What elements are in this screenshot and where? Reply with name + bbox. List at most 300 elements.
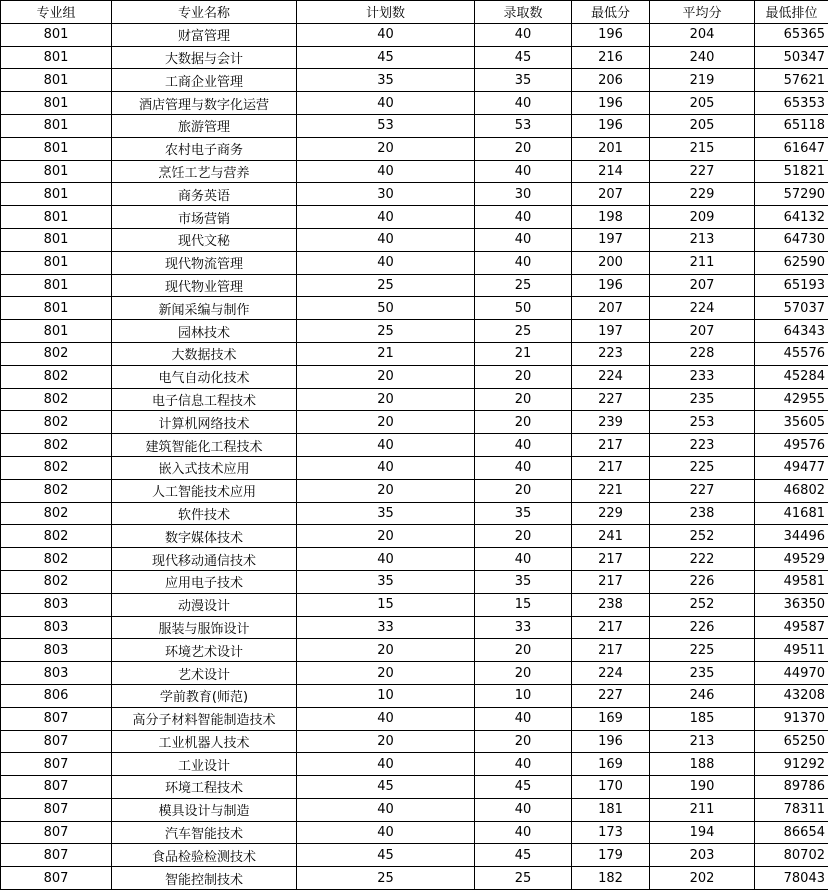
admit-count-cell: 15 xyxy=(475,593,572,616)
min-rank-cell: 57290 xyxy=(755,183,828,206)
admit-count-cell: 35 xyxy=(475,502,572,525)
plan-count-cell: 20 xyxy=(297,639,475,662)
admit-count-cell: 40 xyxy=(475,707,572,730)
group-cell: 801 xyxy=(1,251,112,274)
major-name-cell: 现代物业管理 xyxy=(112,274,297,297)
group-cell: 802 xyxy=(1,365,112,388)
min-score-cell: 217 xyxy=(572,639,650,662)
min-score-cell: 179 xyxy=(572,844,650,867)
min-score-cell: 173 xyxy=(572,821,650,844)
group-cell: 801 xyxy=(1,46,112,69)
group-cell: 807 xyxy=(1,867,112,890)
table-row xyxy=(1,844,828,867)
min-score-cell: 221 xyxy=(572,479,650,502)
admit-count-cell: 40 xyxy=(475,92,572,115)
min-rank-cell: 34496 xyxy=(755,525,828,548)
group-cell: 802 xyxy=(1,411,112,434)
avg-score-cell: 229 xyxy=(650,183,755,206)
table-row xyxy=(1,616,828,639)
table-row xyxy=(1,274,828,297)
table-row xyxy=(1,776,828,799)
table-row xyxy=(1,570,828,593)
admit-count-cell: 40 xyxy=(475,434,572,457)
group-cell: 806 xyxy=(1,684,112,707)
plan-count-cell: 40 xyxy=(297,23,475,46)
admit-count-cell: 20 xyxy=(475,662,572,685)
header-min-rank: 最低排位 xyxy=(755,1,828,24)
plan-count-cell: 40 xyxy=(297,821,475,844)
min-rank-cell: 49529 xyxy=(755,548,828,571)
table-row xyxy=(1,228,828,251)
major-name-cell: 烹饪工艺与营养 xyxy=(112,160,297,183)
group-cell: 801 xyxy=(1,206,112,229)
min-rank-cell: 78043 xyxy=(755,867,828,890)
major-name-cell: 旅游管理 xyxy=(112,114,297,137)
min-score-cell: 229 xyxy=(572,502,650,525)
table-row xyxy=(1,342,828,365)
plan-count-cell: 40 xyxy=(297,798,475,821)
min-score-cell: 239 xyxy=(572,411,650,434)
major-name-cell: 园林技术 xyxy=(112,320,297,343)
group-cell: 801 xyxy=(1,320,112,343)
plan-count-cell: 40 xyxy=(297,160,475,183)
min-score-cell: 181 xyxy=(572,798,650,821)
avg-score-cell: 213 xyxy=(650,730,755,753)
plan-count-cell: 20 xyxy=(297,411,475,434)
table-row xyxy=(1,502,828,525)
admit-count-cell: 45 xyxy=(475,776,572,799)
group-cell: 807 xyxy=(1,753,112,776)
table-row xyxy=(1,639,828,662)
major-name-cell: 市场营销 xyxy=(112,206,297,229)
admit-count-cell: 35 xyxy=(475,69,572,92)
admit-count-cell: 40 xyxy=(475,228,572,251)
avg-score-cell: 227 xyxy=(650,479,755,502)
min-score-cell: 198 xyxy=(572,206,650,229)
avg-score-cell: 207 xyxy=(650,274,755,297)
major-name-cell: 电气自动化技术 xyxy=(112,365,297,388)
min-rank-cell: 65353 xyxy=(755,92,828,115)
admit-count-cell: 50 xyxy=(475,297,572,320)
admit-count-cell: 33 xyxy=(475,616,572,639)
min-rank-cell: 49477 xyxy=(755,456,828,479)
table-row xyxy=(1,46,828,69)
plan-count-cell: 40 xyxy=(297,753,475,776)
group-cell: 801 xyxy=(1,114,112,137)
min-rank-cell: 36350 xyxy=(755,593,828,616)
avg-score-cell: 205 xyxy=(650,92,755,115)
header-row xyxy=(1,1,828,24)
min-rank-cell: 57037 xyxy=(755,297,828,320)
group-cell: 801 xyxy=(1,92,112,115)
avg-score-cell: 222 xyxy=(650,548,755,571)
avg-score-cell: 215 xyxy=(650,137,755,160)
plan-count-cell: 35 xyxy=(297,502,475,525)
group-cell: 802 xyxy=(1,548,112,571)
plan-count-cell: 53 xyxy=(297,114,475,137)
avg-score-cell: 246 xyxy=(650,684,755,707)
group-cell: 802 xyxy=(1,525,112,548)
avg-score-cell: 224 xyxy=(650,297,755,320)
min-score-cell: 197 xyxy=(572,320,650,343)
min-rank-cell: 49587 xyxy=(755,616,828,639)
avg-score-cell: 205 xyxy=(650,114,755,137)
major-name-cell: 财富管理 xyxy=(112,23,297,46)
table-row xyxy=(1,730,828,753)
plan-count-cell: 40 xyxy=(297,251,475,274)
avg-score-cell: 240 xyxy=(650,46,755,69)
table-row xyxy=(1,206,828,229)
group-cell: 802 xyxy=(1,434,112,457)
table-row xyxy=(1,821,828,844)
group-cell: 803 xyxy=(1,662,112,685)
major-name-cell: 食品检验检测技术 xyxy=(112,844,297,867)
min-score-cell: 200 xyxy=(572,251,650,274)
table-row xyxy=(1,388,828,411)
min-score-cell: 196 xyxy=(572,23,650,46)
plan-count-cell: 20 xyxy=(297,525,475,548)
table-row xyxy=(1,92,828,115)
group-cell: 803 xyxy=(1,593,112,616)
group-cell: 803 xyxy=(1,616,112,639)
major-name-cell: 学前教育(师范) xyxy=(112,684,297,707)
group-cell: 801 xyxy=(1,137,112,160)
major-name-cell: 现代物流管理 xyxy=(112,251,297,274)
major-name-cell: 软件技术 xyxy=(112,502,297,525)
major-name-cell: 建筑智能化工程技术 xyxy=(112,434,297,457)
table-row xyxy=(1,456,828,479)
min-rank-cell: 51821 xyxy=(755,160,828,183)
plan-count-cell: 30 xyxy=(297,183,475,206)
min-rank-cell: 89786 xyxy=(755,776,828,799)
table-row xyxy=(1,867,828,890)
avg-score-cell: 207 xyxy=(650,320,755,343)
admit-count-cell: 40 xyxy=(475,251,572,274)
table-row xyxy=(1,434,828,457)
major-name-cell: 大数据与会计 xyxy=(112,46,297,69)
group-cell: 801 xyxy=(1,297,112,320)
table-row xyxy=(1,411,828,434)
major-name-cell: 商务英语 xyxy=(112,183,297,206)
min-score-cell: 170 xyxy=(572,776,650,799)
plan-count-cell: 15 xyxy=(297,593,475,616)
min-score-cell: 224 xyxy=(572,365,650,388)
major-name-cell: 应用电子技术 xyxy=(112,570,297,593)
avg-score-cell: 188 xyxy=(650,753,755,776)
avg-score-cell: 233 xyxy=(650,365,755,388)
plan-count-cell: 50 xyxy=(297,297,475,320)
min-rank-cell: 43208 xyxy=(755,684,828,707)
min-rank-cell: 42955 xyxy=(755,388,828,411)
table-row xyxy=(1,707,828,730)
min-rank-cell: 64343 xyxy=(755,320,828,343)
min-score-cell: 207 xyxy=(572,297,650,320)
table-row xyxy=(1,548,828,571)
major-name-cell: 工业机器人技术 xyxy=(112,730,297,753)
major-name-cell: 嵌入式技术应用 xyxy=(112,456,297,479)
admit-count-cell: 25 xyxy=(475,274,572,297)
table-row xyxy=(1,251,828,274)
group-cell: 801 xyxy=(1,228,112,251)
group-cell: 807 xyxy=(1,844,112,867)
major-name-cell: 工商企业管理 xyxy=(112,69,297,92)
avg-score-cell: 226 xyxy=(650,570,755,593)
admit-count-cell: 20 xyxy=(475,479,572,502)
min-rank-cell: 91370 xyxy=(755,707,828,730)
plan-count-cell: 40 xyxy=(297,548,475,571)
major-name-cell: 动漫设计 xyxy=(112,593,297,616)
plan-count-cell: 40 xyxy=(297,206,475,229)
min-score-cell: 196 xyxy=(572,92,650,115)
min-rank-cell: 78311 xyxy=(755,798,828,821)
admit-count-cell: 30 xyxy=(475,183,572,206)
admit-count-cell: 25 xyxy=(475,320,572,343)
min-score-cell: 217 xyxy=(572,570,650,593)
admit-count-cell: 40 xyxy=(475,456,572,479)
min-rank-cell: 65118 xyxy=(755,114,828,137)
admit-count-cell: 40 xyxy=(475,798,572,821)
plan-count-cell: 25 xyxy=(297,867,475,890)
major-name-cell: 大数据技术 xyxy=(112,342,297,365)
plan-count-cell: 45 xyxy=(297,844,475,867)
plan-count-cell: 33 xyxy=(297,616,475,639)
admit-count-cell: 45 xyxy=(475,46,572,69)
min-score-cell: 217 xyxy=(572,456,650,479)
group-cell: 807 xyxy=(1,730,112,753)
major-name-cell: 计算机网络技术 xyxy=(112,411,297,434)
min-score-cell: 217 xyxy=(572,434,650,457)
min-rank-cell: 62590 xyxy=(755,251,828,274)
plan-count-cell: 40 xyxy=(297,92,475,115)
min-score-cell: 207 xyxy=(572,183,650,206)
table-row xyxy=(1,23,828,46)
table-row xyxy=(1,365,828,388)
avg-score-cell: 253 xyxy=(650,411,755,434)
group-cell: 802 xyxy=(1,342,112,365)
min-rank-cell: 49511 xyxy=(755,639,828,662)
major-name-cell: 电子信息工程技术 xyxy=(112,388,297,411)
min-score-cell: 206 xyxy=(572,69,650,92)
major-name-cell: 服装与服饰设计 xyxy=(112,616,297,639)
min-score-cell: 241 xyxy=(572,525,650,548)
plan-count-cell: 20 xyxy=(297,730,475,753)
admit-count-cell: 20 xyxy=(475,639,572,662)
admit-count-cell: 35 xyxy=(475,570,572,593)
plan-count-cell: 45 xyxy=(297,776,475,799)
header-major-name: 专业名称 xyxy=(112,1,297,24)
major-name-cell: 现代文秘 xyxy=(112,228,297,251)
avg-score-cell: 225 xyxy=(650,456,755,479)
table-row xyxy=(1,183,828,206)
header-avg-score: 平均分 xyxy=(650,1,755,24)
header-plan-count: 计划数 xyxy=(297,1,475,24)
admit-count-cell: 40 xyxy=(475,821,572,844)
admit-count-cell: 20 xyxy=(475,730,572,753)
table-row xyxy=(1,479,828,502)
min-score-cell: 201 xyxy=(572,137,650,160)
header-admit-count: 录取数 xyxy=(475,1,572,24)
min-rank-cell: 64132 xyxy=(755,206,828,229)
admit-count-cell: 40 xyxy=(475,548,572,571)
avg-score-cell: 225 xyxy=(650,639,755,662)
admit-count-cell: 20 xyxy=(475,411,572,434)
table-row xyxy=(1,798,828,821)
avg-score-cell: 211 xyxy=(650,798,755,821)
min-score-cell: 196 xyxy=(572,274,650,297)
min-rank-cell: 49576 xyxy=(755,434,828,457)
group-cell: 807 xyxy=(1,821,112,844)
avg-score-cell: 223 xyxy=(650,434,755,457)
header-group: 专业组 xyxy=(1,1,112,24)
min-rank-cell: 45284 xyxy=(755,365,828,388)
plan-count-cell: 40 xyxy=(297,434,475,457)
group-cell: 801 xyxy=(1,23,112,46)
min-rank-cell: 49581 xyxy=(755,570,828,593)
plan-count-cell: 25 xyxy=(297,274,475,297)
min-score-cell: 217 xyxy=(572,548,650,571)
plan-count-cell: 40 xyxy=(297,456,475,479)
major-name-cell: 智能控制技术 xyxy=(112,867,297,890)
plan-count-cell: 35 xyxy=(297,570,475,593)
major-name-cell: 农村电子商务 xyxy=(112,137,297,160)
plan-count-cell: 20 xyxy=(297,479,475,502)
plan-count-cell: 20 xyxy=(297,388,475,411)
avg-score-cell: 238 xyxy=(650,502,755,525)
table-row xyxy=(1,114,828,137)
table-row xyxy=(1,525,828,548)
min-rank-cell: 64730 xyxy=(755,228,828,251)
min-score-cell: 217 xyxy=(572,616,650,639)
table-row xyxy=(1,160,828,183)
plan-count-cell: 35 xyxy=(297,69,475,92)
major-name-cell: 数字媒体技术 xyxy=(112,525,297,548)
admit-count-cell: 25 xyxy=(475,867,572,890)
plan-count-cell: 20 xyxy=(297,662,475,685)
group-cell: 802 xyxy=(1,479,112,502)
group-cell: 801 xyxy=(1,160,112,183)
table-row xyxy=(1,69,828,92)
group-cell: 802 xyxy=(1,456,112,479)
min-rank-cell: 80702 xyxy=(755,844,828,867)
avg-score-cell: 211 xyxy=(650,251,755,274)
min-rank-cell: 65365 xyxy=(755,23,828,46)
plan-count-cell: 40 xyxy=(297,228,475,251)
avg-score-cell: 228 xyxy=(650,342,755,365)
min-score-cell: 169 xyxy=(572,753,650,776)
admit-count-cell: 20 xyxy=(475,525,572,548)
table-row xyxy=(1,137,828,160)
table-row xyxy=(1,684,828,707)
min-rank-cell: 86654 xyxy=(755,821,828,844)
min-rank-cell: 61647 xyxy=(755,137,828,160)
min-score-cell: 224 xyxy=(572,662,650,685)
min-score-cell: 197 xyxy=(572,228,650,251)
min-score-cell: 182 xyxy=(572,867,650,890)
avg-score-cell: 185 xyxy=(650,707,755,730)
min-score-cell: 169 xyxy=(572,707,650,730)
min-score-cell: 196 xyxy=(572,730,650,753)
min-score-cell: 227 xyxy=(572,684,650,707)
min-score-cell: 238 xyxy=(572,593,650,616)
avg-score-cell: 213 xyxy=(650,228,755,251)
min-rank-cell: 35605 xyxy=(755,411,828,434)
plan-count-cell: 20 xyxy=(297,137,475,160)
group-cell: 802 xyxy=(1,570,112,593)
admit-count-cell: 20 xyxy=(475,388,572,411)
min-rank-cell: 65193 xyxy=(755,274,828,297)
header-min-score: 最低分 xyxy=(572,1,650,24)
major-name-cell: 高分子材料智能制造技术 xyxy=(112,707,297,730)
group-cell: 801 xyxy=(1,183,112,206)
min-rank-cell: 46802 xyxy=(755,479,828,502)
major-name-cell: 工业设计 xyxy=(112,753,297,776)
group-cell: 801 xyxy=(1,69,112,92)
min-score-cell: 196 xyxy=(572,114,650,137)
min-score-cell: 216 xyxy=(572,46,650,69)
table-row xyxy=(1,320,828,343)
table-row xyxy=(1,297,828,320)
group-cell: 807 xyxy=(1,707,112,730)
major-name-cell: 模具设计与制造 xyxy=(112,798,297,821)
admit-count-cell: 10 xyxy=(475,684,572,707)
major-name-cell: 人工智能技术应用 xyxy=(112,479,297,502)
min-rank-cell: 65250 xyxy=(755,730,828,753)
admit-count-cell: 53 xyxy=(475,114,572,137)
table-row xyxy=(1,593,828,616)
min-rank-cell: 50347 xyxy=(755,46,828,69)
avg-score-cell: 227 xyxy=(650,160,755,183)
admit-count-cell: 20 xyxy=(475,365,572,388)
major-name-cell: 新闻采编与制作 xyxy=(112,297,297,320)
avg-score-cell: 226 xyxy=(650,616,755,639)
min-score-cell: 214 xyxy=(572,160,650,183)
major-name-cell: 现代移动通信技术 xyxy=(112,548,297,571)
avg-score-cell: 235 xyxy=(650,662,755,685)
admit-count-cell: 40 xyxy=(475,753,572,776)
avg-score-cell: 190 xyxy=(650,776,755,799)
avg-score-cell: 203 xyxy=(650,844,755,867)
major-name-cell: 汽车智能技术 xyxy=(112,821,297,844)
group-cell: 802 xyxy=(1,502,112,525)
plan-count-cell: 10 xyxy=(297,684,475,707)
plan-count-cell: 40 xyxy=(297,707,475,730)
avg-score-cell: 204 xyxy=(650,23,755,46)
min-rank-cell: 57621 xyxy=(755,69,828,92)
min-rank-cell: 91292 xyxy=(755,753,828,776)
admit-count-cell: 40 xyxy=(475,206,572,229)
plan-count-cell: 21 xyxy=(297,342,475,365)
major-name-cell: 酒店管理与数字化运营 xyxy=(112,92,297,115)
avg-score-cell: 194 xyxy=(650,821,755,844)
avg-score-cell: 202 xyxy=(650,867,755,890)
avg-score-cell: 235 xyxy=(650,388,755,411)
avg-score-cell: 252 xyxy=(650,593,755,616)
avg-score-cell: 252 xyxy=(650,525,755,548)
min-score-cell: 227 xyxy=(572,388,650,411)
admit-count-cell: 40 xyxy=(475,160,572,183)
min-rank-cell: 41681 xyxy=(755,502,828,525)
group-cell: 802 xyxy=(1,388,112,411)
min-rank-cell: 44970 xyxy=(755,662,828,685)
table-row xyxy=(1,753,828,776)
major-name-cell: 环境艺术设计 xyxy=(112,639,297,662)
avg-score-cell: 219 xyxy=(650,69,755,92)
group-cell: 807 xyxy=(1,776,112,799)
plan-count-cell: 25 xyxy=(297,320,475,343)
min-rank-cell: 45576 xyxy=(755,342,828,365)
group-cell: 803 xyxy=(1,639,112,662)
admit-count-cell: 20 xyxy=(475,137,572,160)
